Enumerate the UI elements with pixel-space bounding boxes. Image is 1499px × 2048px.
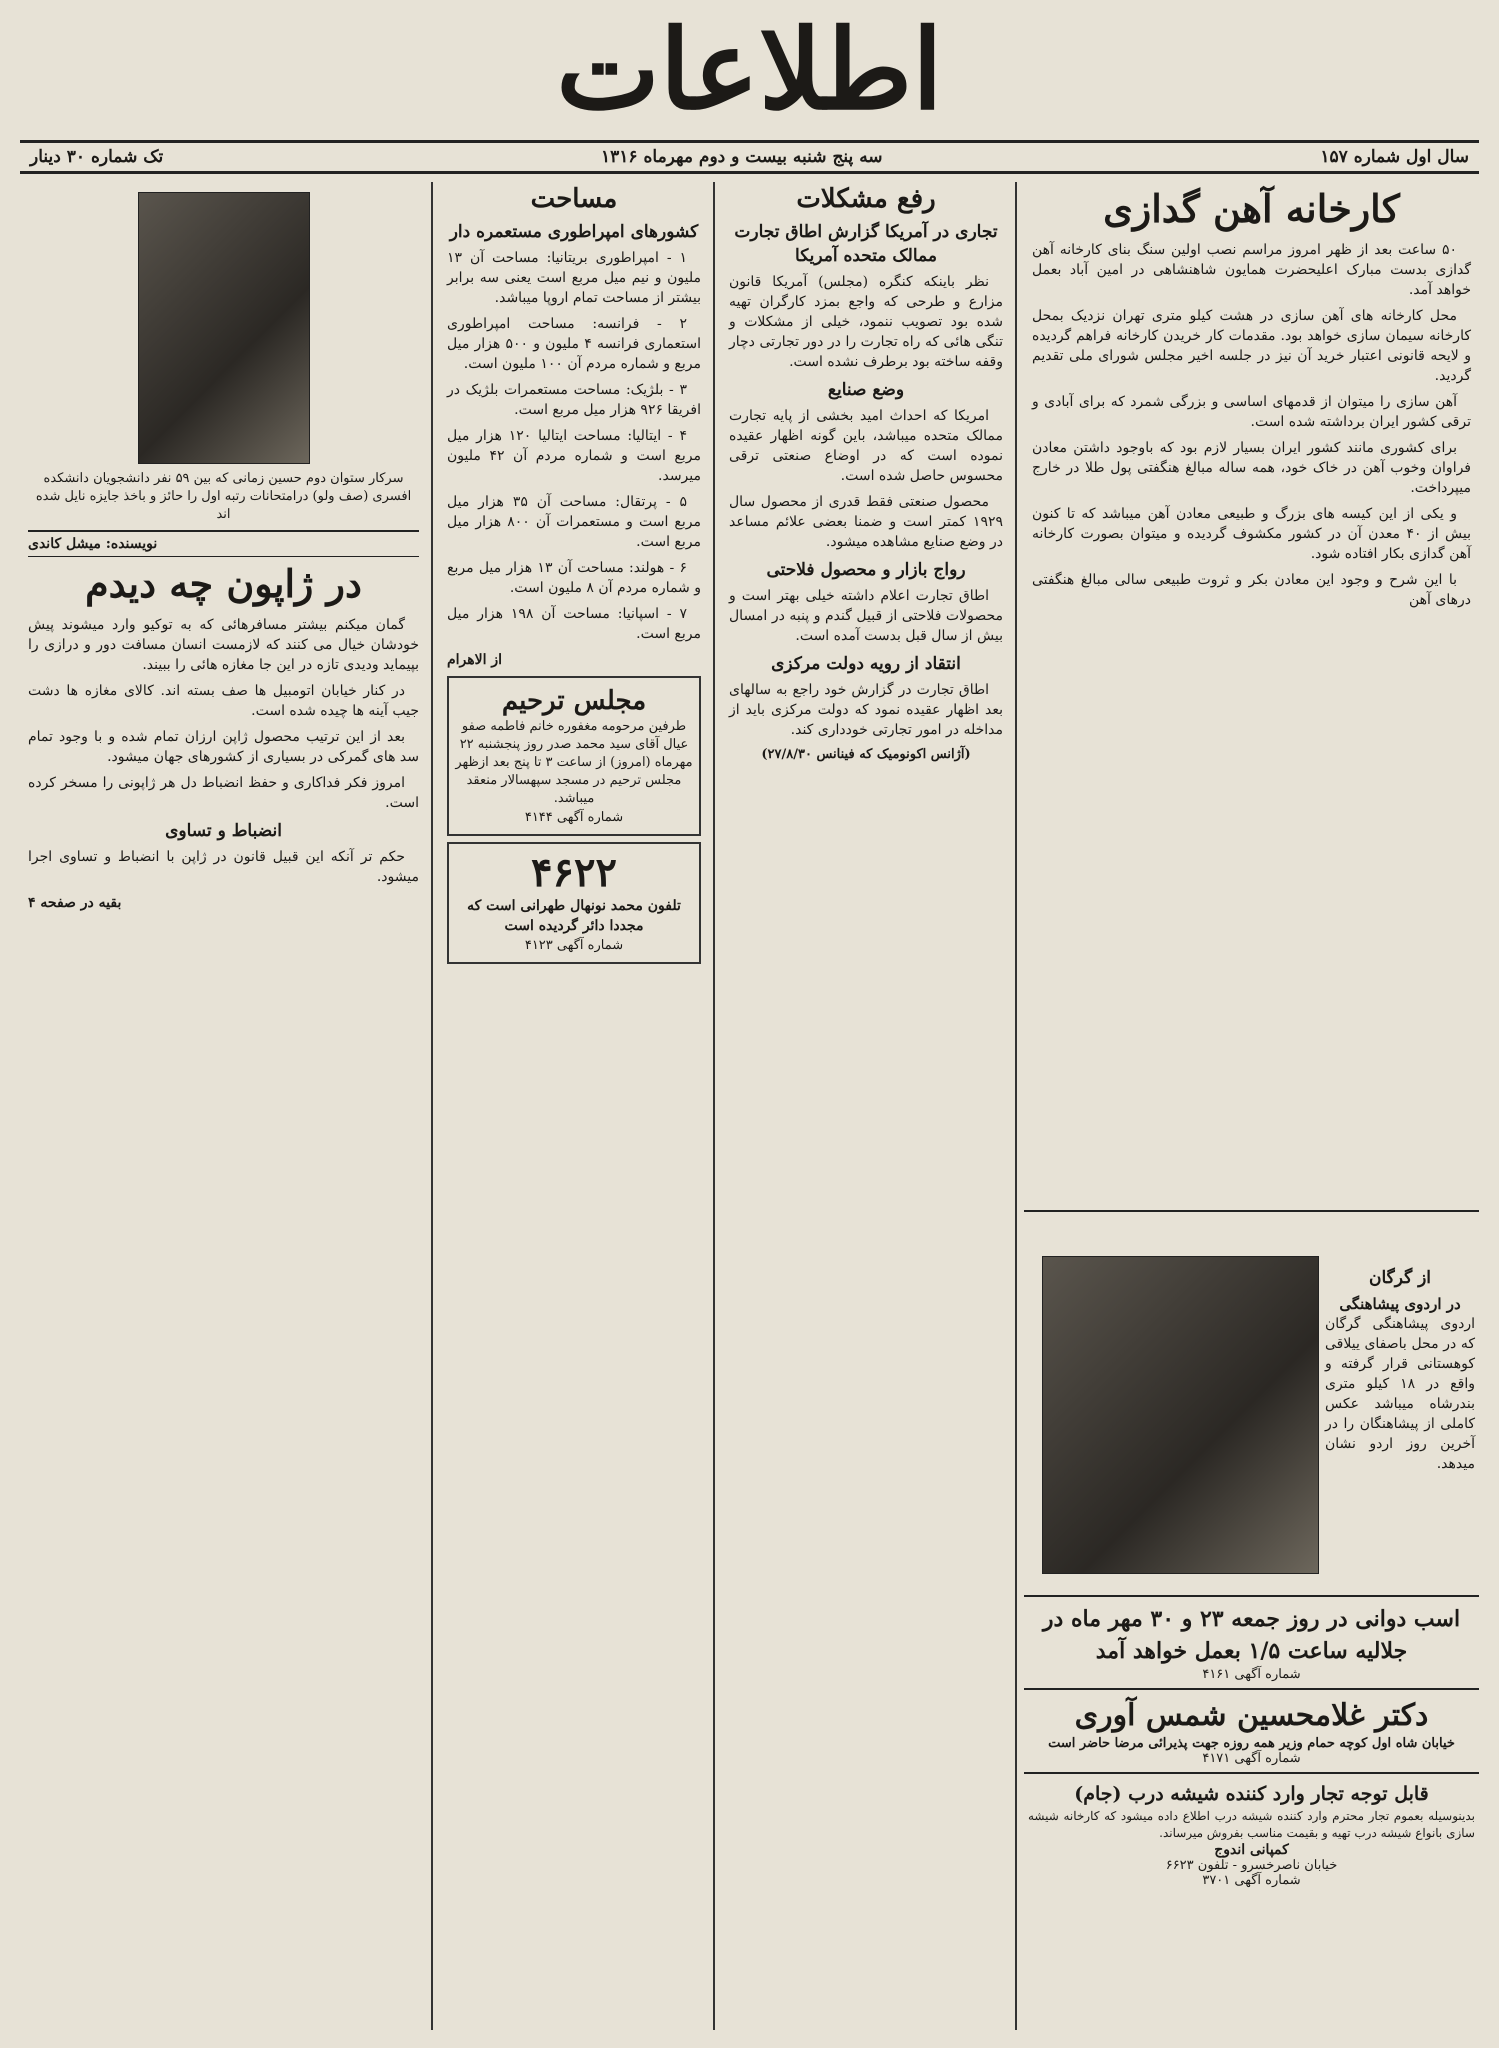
paragraph: ۶ - هولند: مساحت آن ۱۳ هزار میل مربع و شماره مردم آن ۸ ملیون است. bbox=[447, 560, 701, 596]
ad-horse-line2: جلالیه ساعت ۱/۵ بعمل خواهد آمد bbox=[1095, 1638, 1408, 1664]
memorial-text: طرفین مرحومه مغفوره خانم فاطمه صفو عیال آقای سید محمد صدر روز پنجشنبه ۲۲ مهرماه (امروز) از ساعت ۳ تا پنج بعد ازظهر مجلس ترحیم در مسجد سپهسالار منعقد میباشد. bbox=[455, 719, 693, 806]
section-discipline: انضباط و تساوی bbox=[165, 821, 282, 841]
ad-glass-company: کمپانی اندوج bbox=[1214, 1842, 1289, 1858]
portrait-caption: سرکار ستوان دوم حسین زمانی که بین ۵۹ نفر دانشجویان دانشکده افسری (صف ولو) درامتحانات رتبه اول را حائز و باخذ جایزه نایل شده اند bbox=[35, 471, 412, 522]
ad-horse-ref: شماره آگهی ۴۱۶۱ bbox=[1202, 1667, 1301, 1682]
paragraph: ۲ - فرانسه: مساحت امپراطوری استعماری فرانسه ۴ ملیون و ۵۰۰ هزار میل مربع و شماره مردم آن ۱۰۰ ملیون است. bbox=[447, 316, 702, 372]
section-criticism: انتقاد از رویه دولت مرکزی bbox=[771, 654, 961, 674]
gorgan-photo-block bbox=[1024, 1210, 1479, 1590]
column-foundry bbox=[1024, 182, 1479, 1182]
paragraph: ۱ - امپراطوری بریتانیا: مساحت آن ۱۳ ملیون و نیم میل مربع است یعنی سه برابر بیشتر از مساحت تمام اروپا میباشد. bbox=[447, 250, 701, 306]
ad-doctor-line: خیابان شاه اول کوچه حمام وزیر همه روزه جهت پذیرائی مرضا حاضر است bbox=[1048, 1736, 1455, 1751]
ad-doctor bbox=[1024, 1688, 1479, 1772]
issue-number: سال اول شماره ۱۵۷ bbox=[1320, 147, 1469, 167]
ad-glass-ref: شماره آگهی ۳۷۰۱ bbox=[1202, 1873, 1301, 1888]
phone-text: تلفون محمد نونهال طهرانی است که مجددا دائر گردیده است bbox=[467, 898, 681, 934]
paragraph: و یکی از این کیسه های بزرگ و طبیعی معادن آهن میباشد که تا کنون بیش از ۴۰ معدن آن در کشور مکشوف گردیده و میتوان بصورت کارخانه آهن گدازی بکار افتاده شود. bbox=[1032, 506, 1471, 562]
agency-footer: (آژانس اکونومیک که فینانس ۲۷/۸/۳۰) bbox=[761, 747, 971, 762]
ad-doctor-ref: شماره آگهی ۴۱۷۱ bbox=[1202, 1751, 1301, 1766]
paragraph: ۴ - ایتالیا: مساحت ایتالیا ۱۲۰ هزار میل مربع است و شماره مردم آن ۴۲ ملیون میرسد. bbox=[447, 428, 701, 484]
issue-date: سه پنج شنبه بیست و دوم مهرماه ۱۳۱۶ bbox=[601, 147, 883, 167]
paragraph: بعد از این ترتیب محصول ژاپن ارزان تمام شده و با وجود تمام سد های گمرکی در بسیاری از کشورهای جهان میشود. bbox=[28, 729, 419, 765]
ad-glass-title: قابل توجه تجار وارد کننده شیشه درب (جام) bbox=[1074, 1783, 1429, 1805]
paragraph: محصول صنعتی فقط قدری از محصول سال ۱۹۲۹ کمتر است و ضمنا بعضی علائم مساعد در وضع صنایع مشاهده میشود. bbox=[729, 494, 1003, 550]
scouts-photo bbox=[1042, 1256, 1319, 1574]
gorgan-text: اردوی پیشاهنگی گرگان که در محل باصفای ییلاقی کوهستانی قرار گرفته و واقع در ۱۸ کیلو متری بندرشاه میباشد عکس کاملی از پیشاهنگان را در آخرین روز اردو نشان میدهد. bbox=[1325, 1316, 1475, 1472]
column-rule bbox=[431, 182, 433, 2030]
continued-note: بقیه در صفحه ۴ bbox=[28, 895, 122, 911]
officer-portrait bbox=[138, 192, 310, 464]
section-market: رواج بازار و محصول فلاحتی bbox=[766, 560, 966, 580]
subheadline-problems: تجاری در آمریکا گزارش اطاق تجارت ممالک متحده آمریکا bbox=[734, 222, 998, 266]
issue-price: تک شماره ۳۰ دینار bbox=[30, 147, 164, 167]
paragraph: ۷ - اسپانیا: مساحت آن ۱۹۸ هزار میل مربع است. bbox=[447, 606, 701, 642]
column-japan bbox=[20, 182, 427, 2030]
paragraph: اطاق تجارت اعلام داشته خیلی بهتر است و محصولات فلاحتی از قبیل گندم و پنبه در امسال بیش از سال قبل بدست آمده است. bbox=[729, 588, 1003, 644]
phone-ref: شماره آگهی ۴۱۲۳ bbox=[524, 938, 624, 953]
ad-glass bbox=[1024, 1772, 1479, 1894]
newspaper-title: اطلاعات bbox=[556, 5, 943, 134]
column-area bbox=[439, 182, 709, 2030]
headline-japan: در ژاپون چه دیدم bbox=[85, 561, 362, 606]
headline-foundry: کارخانه آهن گدازی bbox=[1103, 186, 1400, 231]
memorial-title: مجلس ترحیم bbox=[501, 686, 647, 716]
paragraph: امریکا که احداث امید بخشی از پایه تجارت ممالک متحده میباشد، باین گونه اظهار عقیده نموده است که در اوضاع صنعتی ترقی محسوس حاصل شده است. bbox=[729, 408, 1003, 484]
byline: نویسنده: میشل کاندی bbox=[28, 530, 419, 557]
ad-glass-text: بدینوسیله بعموم تجار محترم وارد کننده شیشه درب اطلاع داده میشود که کارخانه شیشه سازی بانواع شیشه درب تهیه و بقیمت مناسب بفروش میرساند. bbox=[1028, 1809, 1475, 1840]
masthead bbox=[0, 0, 1499, 140]
ad-horse-line1: اسب دوانی در روز جمعه ۲۳ و ۳۰ مهر ماه در bbox=[1042, 1606, 1461, 1632]
paragraph: ۳ - بلژیک: مساحت مستعمرات بلژیک در افریقا ۹۲۶ هزار میل مربع است. bbox=[447, 382, 701, 418]
ad-doctor-name: دکتر غلامحسین شمس آوری bbox=[1074, 1698, 1429, 1733]
memorial-notice bbox=[447, 676, 701, 836]
column-rule bbox=[1015, 182, 1017, 2030]
paragraph: برای کشوری مانند کشور ایران بسیار لازم بود که باوجود داشتن معادن فراوان وخوب آهن در خاک خود، همه ساله مبالغ هنگفتی پول طلا در خارج میپرداخت. bbox=[1032, 440, 1471, 496]
paragraph: آهن سازی را میتوان از قدمهای اساسی و بزرگی شمرد که برای آبادی و ترقی کشور ایران برداشته شده است. bbox=[1032, 394, 1471, 430]
paragraph: اطاق تجارت در گزارش خود راجع به سالهای بعد اظهار عقیده نمود که دولت مرکزی باید از مداخله در امور تجارتی خودداری کند. bbox=[729, 682, 1003, 738]
phone-number: ۴۶۲۲ bbox=[531, 849, 617, 896]
ad-horse-race bbox=[1024, 1595, 1479, 1688]
dateline bbox=[20, 140, 1479, 174]
column-problems bbox=[721, 182, 1011, 2030]
paragraph: با این شرح و وجود این معادن بکر و ثروت طبیعی سالی مبالغ هنگفتی درهای آهن bbox=[1032, 572, 1471, 608]
paragraph: حکم تر آنکه این قبیل قانون در ژاپن با انضباط و تساوی اجرا میشود. bbox=[28, 849, 419, 885]
ads-column bbox=[1024, 1595, 1479, 1894]
gorgan-subtitle: در اردوی پیشاهنگی bbox=[1339, 1295, 1461, 1313]
paragraph: گمان میکنم بیشتر مسافرهائی که به توکیو وارد میشوند پیش خودشان خیال می کنند که لازمست انسان مسافت دور و درازی را بپیماید ودیدی تازه در این جا مغازه هائی را ببیند. bbox=[28, 617, 419, 673]
headline-problems: رفع مشکلات bbox=[796, 184, 936, 214]
memorial-ref: شماره آگهی ۴۱۴۴ bbox=[524, 810, 624, 825]
paragraph: در کنار خیابان اتومبیل ها صف بسته اند. کالای مغازه ها دشت جیب آینه ها چیده شده است. bbox=[28, 683, 419, 719]
ad-glass-address: خیابان ناصرخسرو - تلفون ۶۶۲۳ bbox=[1165, 1858, 1338, 1873]
phone-notice bbox=[447, 842, 701, 964]
area-source: از الاهرام bbox=[447, 652, 503, 668]
headline-area: مساحت bbox=[530, 184, 618, 214]
paragraph: ۵۰ ساعت بعد از ظهر امروز مراسم نصب اولین سنگ بنای کارخانه آهن گدازی بدست مبارک اعلیحضرت همایون شاهنشاهی در امین آباد بعمل خواهد آمد. bbox=[1032, 242, 1471, 298]
paragraph: امروز فکر فداکاری و حفظ انضباط دل هر ژاپونی را مسخر کرده است. bbox=[28, 775, 419, 811]
column-rule bbox=[713, 182, 715, 2030]
paragraph: ۵ - پرتقال: مساحت آن ۳۵ هزار میل مربع است و مستعمرات آن ۸۰۰ هزار میل مربع است. bbox=[447, 494, 701, 550]
paragraph: محل کارخانه های آهن سازی در هشت کیلو متری تهران نزدیک بمحل کارخانه سیمان سازی خواهد بود. مقدمات کار خریدن کارخانه فراهم گردیده و لایحه قانونی اعتبار خرید آن نیز در جلسه اخیر مجلس شورای ملی تقدیم گردید. bbox=[1032, 308, 1471, 384]
gorgan-text-box bbox=[1325, 1262, 1475, 1474]
subheadline-area: کشورهای امپراطوری مستعمره دار bbox=[449, 222, 699, 242]
gorgan-title: از گرگان bbox=[1368, 1268, 1432, 1288]
section-industry: وضع صنایع bbox=[827, 380, 905, 400]
paragraph: نظر باینکه کنگره (مجلس) آمریکا قانون مزارع و طرحی که واجع بمزد کارگران تهیه شده بود تصویب ننمود، خیلی از مشکلات و تنگی هائی که راه تجارت را در دور تجارتی دچار وقفه ساخته بود برطرف نشده است. bbox=[729, 274, 1003, 370]
